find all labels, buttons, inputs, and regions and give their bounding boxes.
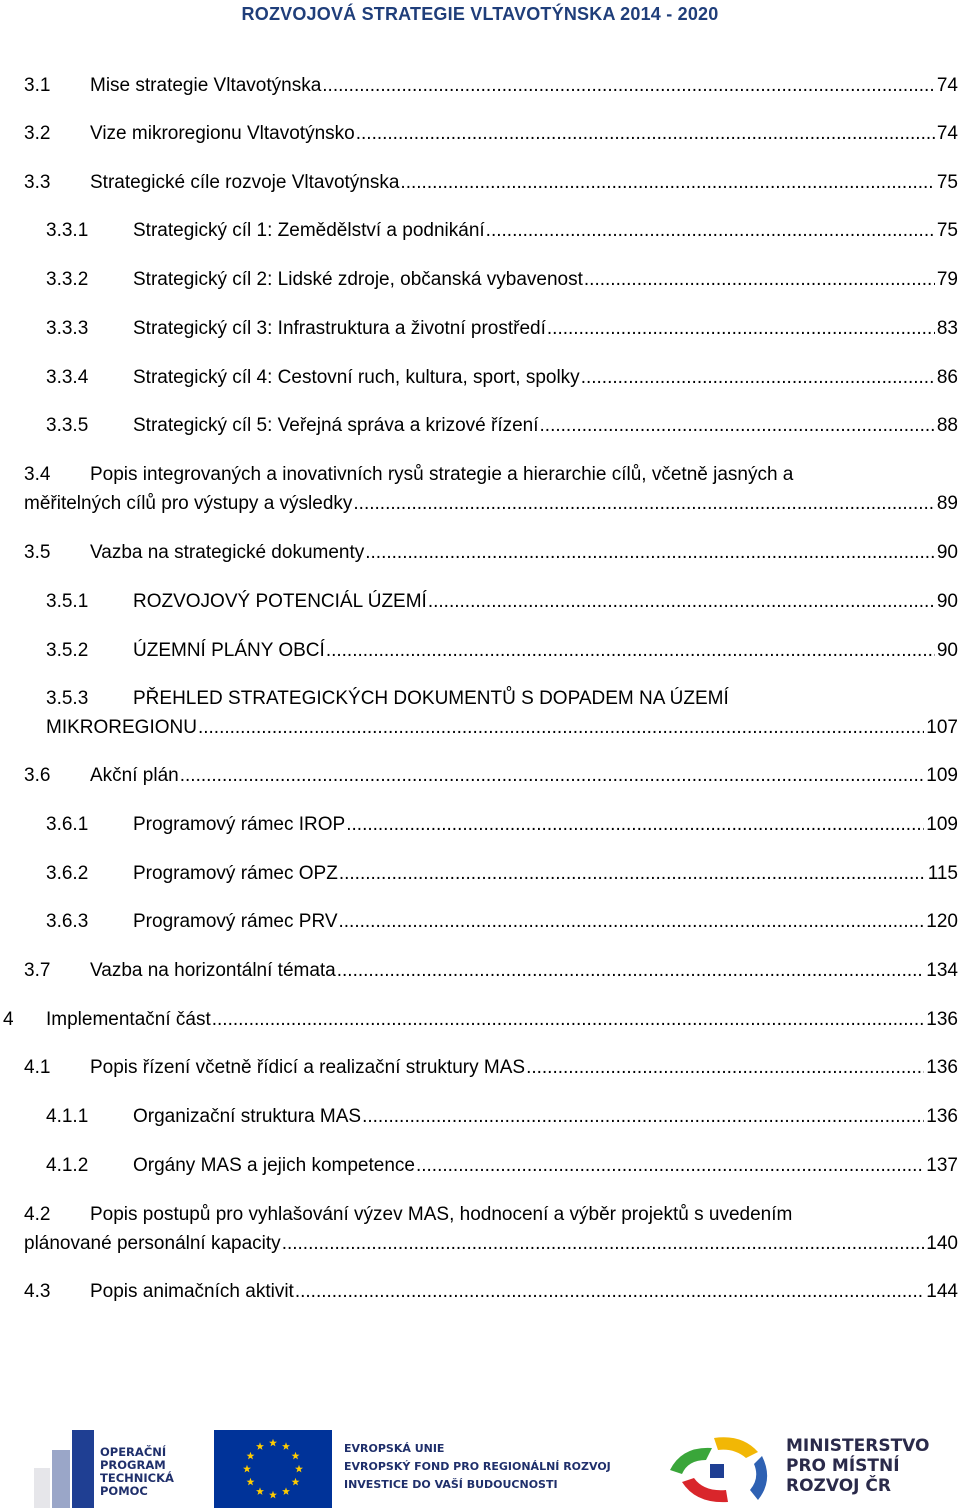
toc-title: Strategické cíle rozvoje Vltavotýnska xyxy=(90,172,400,193)
toc-entry[interactable] xyxy=(24,460,958,518)
toc-entry[interactable] xyxy=(24,538,958,567)
toc-entry[interactable] xyxy=(24,956,958,985)
toc-number: 3.6.1 xyxy=(46,814,89,835)
toc-number: 4.1 xyxy=(24,1057,51,1078)
toc-page: 136 xyxy=(926,1106,958,1127)
toc-entry[interactable] xyxy=(24,71,958,100)
toc-leader xyxy=(346,810,924,839)
optp-line-2: PROGRAM xyxy=(100,1458,166,1472)
toc-leader xyxy=(337,956,925,985)
mmr-line-3: ROZVOJ ČR xyxy=(786,1476,891,1496)
toc-entry[interactable] xyxy=(24,1277,958,1306)
toc-title: Popis postupů pro vyhlašování výzev MAS, hodnocení a výběr projektů s uvedením xyxy=(90,1204,793,1225)
toc-page: 74 xyxy=(936,75,958,96)
toc-title: Vazba na horizontální témata xyxy=(90,960,336,981)
toc-title: PŘEHLED STRATEGICKÝCH DOKUMENTŮ S DOPADEM NA ÚZEMÍ xyxy=(133,688,729,709)
toc-entry[interactable] xyxy=(46,907,958,936)
toc-leader xyxy=(180,761,925,790)
toc-page: 90 xyxy=(936,591,958,612)
toc-title: ROZVOJOVÝ POTENCIÁL ÚZEMÍ xyxy=(133,591,427,612)
toc-entry[interactable] xyxy=(46,636,958,665)
toc-leader xyxy=(584,265,935,294)
toc-title: Akční plán xyxy=(90,765,179,786)
toc-entry[interactable] xyxy=(24,119,958,148)
toc-number: 4 xyxy=(3,1009,14,1030)
toc-title: ÚZEMNÍ PLÁNY OBCÍ xyxy=(133,640,325,661)
toc-number: 3.3.5 xyxy=(46,415,89,436)
eu-logo xyxy=(214,1430,624,1508)
toc-title: Vize mikroregionu Vltavotýnsko xyxy=(90,123,355,144)
toc-leader xyxy=(362,1102,924,1131)
toc-leader xyxy=(581,363,935,392)
toc-page: 120 xyxy=(926,911,958,932)
toc-entry[interactable] xyxy=(46,684,958,742)
toc-title-continued: měřitelných cílů pro výstupy a výsledky xyxy=(24,493,353,514)
toc-title: Implementační část xyxy=(46,1009,211,1030)
toc-number: 4.2 xyxy=(24,1204,51,1225)
toc-title: Mise strategie Vltavotýnska xyxy=(90,75,322,96)
toc-entry[interactable] xyxy=(46,411,958,440)
toc-leader xyxy=(428,587,935,616)
eu-line-2: EVROPSKÝ FOND PRO REGIONÁLNÍ ROZVOJ xyxy=(344,1460,611,1473)
footer-logos xyxy=(0,1420,960,1509)
toc-number: 3.7 xyxy=(24,960,51,981)
toc-title: Strategický cíl 3: Infrastruktura a životní prostředí xyxy=(133,318,546,339)
toc-entry[interactable] xyxy=(3,1005,958,1034)
mmr-line-2: PRO MÍSTNÍ xyxy=(786,1456,900,1476)
toc-number: 3.5.2 xyxy=(46,640,89,661)
toc-number: 3.6.3 xyxy=(46,911,89,932)
toc-title: Organizační struktura MAS xyxy=(133,1106,362,1127)
toc-leader xyxy=(400,168,934,197)
mmr-emblem-icon xyxy=(662,1430,782,1508)
toc-entry[interactable] xyxy=(46,1151,958,1180)
toc-page: 83 xyxy=(936,318,958,339)
toc-entry[interactable] xyxy=(46,810,958,839)
toc-entry[interactable] xyxy=(46,859,958,888)
mmr-logo xyxy=(662,1430,958,1508)
eu-line-1: EVROPSKÁ UNIE xyxy=(344,1442,445,1455)
toc-number: 3.6 xyxy=(24,765,51,786)
mmr-line-1: MINISTERSTVO xyxy=(786,1436,930,1456)
optp-logo xyxy=(30,1428,180,1508)
toc-leader xyxy=(365,538,935,567)
toc-entry[interactable] xyxy=(24,168,958,197)
toc-number: 3.5 xyxy=(24,542,51,563)
toc-page: 109 xyxy=(926,765,958,786)
toc-page: 79 xyxy=(936,269,958,290)
toc-page: 88 xyxy=(936,415,958,436)
toc-number: 3.5.3 xyxy=(46,688,89,709)
toc-page: 107 xyxy=(926,717,958,738)
toc-leader xyxy=(326,636,935,665)
eu-flag-icon xyxy=(214,1430,332,1508)
toc-title: Vazba na strategické dokumenty xyxy=(90,542,365,563)
toc-page: 75 xyxy=(936,172,958,193)
toc-leader xyxy=(486,216,935,245)
toc-title: Strategický cíl 2: Lidské zdroje, občanská vybavenost xyxy=(133,269,583,290)
toc-page: 74 xyxy=(936,123,958,144)
toc-entry[interactable] xyxy=(24,761,958,790)
toc-page: 109 xyxy=(926,814,958,835)
toc-entry[interactable] xyxy=(46,1102,958,1131)
toc-page: 75 xyxy=(936,220,958,241)
toc-entry[interactable] xyxy=(46,216,958,245)
toc-leader xyxy=(295,1277,924,1306)
toc-page: 137 xyxy=(926,1155,958,1176)
toc-leader xyxy=(339,907,925,936)
toc-entry[interactable] xyxy=(46,363,958,392)
toc-number: 4.1.1 xyxy=(46,1106,89,1127)
eu-line-3: INVESTICE DO VAŠÍ BUDOUCNOSTI xyxy=(344,1478,558,1491)
optp-emblem-icon xyxy=(30,1428,100,1508)
toc-leader xyxy=(339,859,926,888)
toc-entry[interactable] xyxy=(24,1053,958,1082)
toc-number: 3.3.4 xyxy=(46,367,89,388)
toc-number: 4.3 xyxy=(24,1281,51,1302)
toc-title: Strategický cíl 1: Zemědělství a podnikání xyxy=(133,220,485,241)
toc-leader xyxy=(547,314,935,343)
optp-line-3: TECHNICKÁ xyxy=(100,1471,174,1485)
toc-page: 136 xyxy=(926,1009,958,1030)
toc-title: Orgány MAS a jejich kompetence xyxy=(133,1155,415,1176)
toc-title: Programový rámec PRV xyxy=(133,911,338,932)
toc-leader xyxy=(322,71,935,100)
toc-title: Popis řízení včetně řídicí a realizační struktury MAS xyxy=(90,1057,526,1078)
toc-title: Programový rámec OPZ xyxy=(133,863,338,884)
toc-entry[interactable] xyxy=(46,265,958,294)
toc-leader xyxy=(198,713,924,742)
toc-number: 3.1 xyxy=(24,75,51,96)
toc-title: Strategický cíl 4: Cestovní ruch, kultura, sport, spolky xyxy=(133,367,580,388)
toc-number: 3.3 xyxy=(24,172,51,193)
toc-number: 3.2 xyxy=(24,123,51,144)
toc-title: Programový rámec IROP xyxy=(133,814,346,835)
toc-number: 3.4 xyxy=(24,464,51,485)
toc-title: Strategický cíl 5: Veřejná správa a krizové řízení xyxy=(133,415,539,436)
running-header: ROZVOJOVÁ STRATEGIE VLTAVOTÝNSKA 2014 - 2020 xyxy=(241,4,719,24)
toc-leader xyxy=(212,1005,925,1034)
toc-leader xyxy=(353,489,934,518)
toc-page: 86 xyxy=(936,367,958,388)
optp-line-4: POMOC xyxy=(100,1484,148,1498)
toc-title-continued: plánované personální kapacity xyxy=(24,1233,281,1254)
toc-number: 3.5.1 xyxy=(46,591,89,612)
toc-title: Popis animačních aktivit xyxy=(90,1281,294,1302)
toc-entry[interactable] xyxy=(24,1200,958,1258)
toc-page: 140 xyxy=(926,1233,958,1254)
toc-page: 134 xyxy=(926,960,958,981)
toc-number: 3.6.2 xyxy=(46,863,89,884)
toc-number: 3.3.1 xyxy=(46,220,89,241)
toc-leader xyxy=(356,119,935,148)
toc-number: 3.3.3 xyxy=(46,318,89,339)
toc-page: 90 xyxy=(936,542,958,563)
toc-page: 136 xyxy=(926,1057,958,1078)
toc-entry[interactable] xyxy=(46,314,958,343)
toc-leader xyxy=(526,1053,924,1082)
toc-page: 144 xyxy=(926,1281,958,1302)
toc-page: 89 xyxy=(936,493,958,514)
toc-leader xyxy=(282,1229,925,1258)
toc-number: 4.1.2 xyxy=(46,1155,89,1176)
toc-number: 3.3.2 xyxy=(46,269,89,290)
toc-page: 90 xyxy=(936,640,958,661)
toc-title: Popis integrovaných a inovativních rysů strategie a hierarchie cílů, včetně jasných a xyxy=(90,464,794,485)
toc-entry[interactable] xyxy=(46,587,958,616)
toc-leader xyxy=(540,411,935,440)
toc-page: 115 xyxy=(927,863,958,884)
optp-line-1: OPERAČNÍ xyxy=(100,1445,167,1459)
toc-leader xyxy=(416,1151,924,1180)
toc-title-continued: MIKROREGIONU xyxy=(46,717,197,738)
